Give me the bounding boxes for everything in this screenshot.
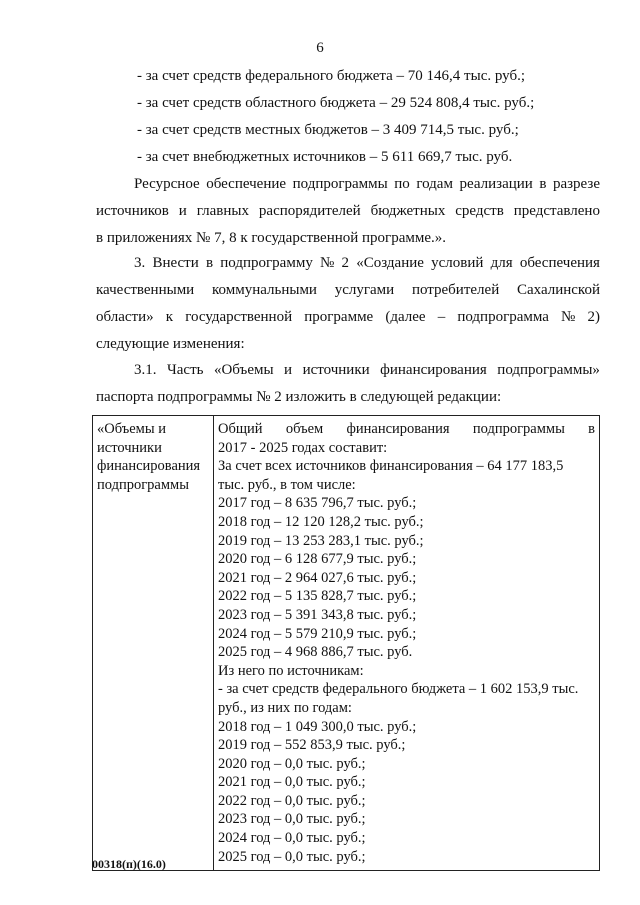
year-total-line: 2023 год – 5 391 343,8 тыс. руб.; [218,606,417,623]
word: – [437,309,446,325]
word: (далее [385,309,426,325]
year-total-line: 2018 год – 12 120 128,2 тыс. руб.; [218,513,424,530]
intro-line: За счет всех источников финансирования – 64 177 183,5 [218,458,564,475]
year-total-line: 2024 год – 5 579 210,9 тыс. руб.; [218,625,417,642]
federal-line: руб., из них по годам: [218,699,352,716]
word: финансирования [380,362,487,378]
word: разрезе [552,176,600,192]
word: источников [96,203,169,219]
word: подпрограммы» [497,362,600,378]
paragraph-line: паспорта подпрограммы № 2 изложить в следующей редакции: [96,389,502,405]
year-total-line: 2025 год – 4 968 886,7 тыс. руб. [218,644,413,661]
label-line: подпрограммы [97,476,189,493]
word: обеспечение [206,176,287,192]
federal-line: - за счет средств федерального бюджета – 1 602 153,9 тыс. [218,681,579,698]
word: «Объемы [213,362,274,378]
funding-line: - за счет средств областного бюджета – 29 524 808,4 тыс. руб.; [137,95,535,111]
intro-line: тыс. руб., в том числе: [218,476,356,493]
year-federal-line: 2021 год – 0,0 тыс. руб.; [218,774,366,791]
word: Общий [218,421,263,437]
word: представлено [513,203,600,219]
year-federal-line: 2019 год – 552 853,9 тыс. руб.; [218,737,406,754]
year-total-line: 2019 год – 13 253 283,1 тыс. руб.; [218,532,424,549]
word: № [320,255,335,271]
sources-heading: Из него по источникам: [218,662,364,679]
word: Сахалинской [516,282,600,298]
label-line: финансирования [97,458,201,475]
word: № [561,309,576,325]
word: 3. [134,255,146,271]
word: коммунальными [211,282,317,298]
year-total-line: 2017 год – 8 635 796,7 тыс. руб.; [218,495,417,512]
word: и [284,362,293,378]
year-total-line: 2020 год – 6 128 677,9 тыс. руб.; [218,551,417,568]
word: подпрограммы [292,176,388,192]
table-row [93,416,600,871]
label-line: «Объемы и [97,421,166,437]
word: области» [96,309,154,325]
word: государственной [185,309,293,325]
word: 2 [341,255,350,271]
word: бюджетных [370,203,446,219]
intro-line [218,420,595,439]
word: средств [455,203,504,219]
word: условий [431,255,484,271]
paragraph-line [96,202,600,220]
year-federal-line: 2023 год – 0,0 тыс. руб.; [218,811,366,828]
word: программе [304,309,374,325]
word: подпрограммы [472,421,565,437]
year-federal-line: 2020 год – 0,0 тыс. руб.; [218,755,366,772]
year-total-line: 2022 год – 5 135 828,7 тыс. руб.; [218,588,417,605]
paragraph-line [96,281,600,299]
year-federal-line: 2018 год – 1 049 300,0 тыс. руб.; [218,718,417,735]
word: объем [285,421,324,437]
passport-table [92,415,600,871]
year-federal-line: 2022 год – 0,0 тыс. руб.; [218,792,366,809]
label-line: источники [97,439,162,456]
word: услугами [334,282,395,298]
paragraph-line [134,254,600,272]
footer-code: 00318(п)(16.0) [92,857,166,871]
word: 3.1. [134,362,157,378]
word: по [394,176,410,192]
word: реализации [459,176,533,192]
word: и [178,203,187,219]
section-label-cell [93,416,214,871]
paragraph-line [134,175,600,193]
word: финансирования [346,421,450,437]
word: в [205,255,214,271]
word: источники [302,362,370,378]
funding-line: - за счет средств местных бюджетов – 3 409 714,5 тыс. руб.; [137,122,519,138]
paragraph-line [134,361,600,379]
year-federal-line: 2025 год – 0,0 тыс. руб.; [218,848,366,865]
word: потребителей [411,282,500,298]
word: годам [416,176,453,192]
funding-line: - за счет средств федерального бюджета – 70 146,4 тыс. руб.; [137,68,526,84]
page-number: 6 [316,40,324,56]
year-federal-line: 2024 год – 0,0 тыс. руб.; [218,830,366,847]
funding-line: - за счет внебюджетных источников – 5 611 669,7 тыс. руб. [137,149,513,165]
paragraph-line: в приложениях № 7, 8 к государственной программе.». [96,230,447,246]
paragraph-line [96,308,600,326]
word: в [588,421,595,437]
word: Ресурсное [134,176,200,192]
word: распорядителей [258,203,361,219]
word: Внести [152,255,199,271]
word: к [165,309,174,325]
year-total-line: 2021 год – 2 964 027,6 тыс. руб.; [218,569,417,586]
word: обеспечения [519,255,600,271]
word: подпрограмма [457,309,549,325]
word: главных [196,203,249,219]
intro-line: 2017 - 2025 годах составит: [218,439,388,456]
word: 2) [587,309,600,325]
funding-details-cell [214,416,600,871]
word: качественными [96,282,195,298]
paragraph-line: следующие изменения: [96,336,245,352]
word: в [539,176,547,192]
word: «Создание [356,255,424,271]
word: подпрограмму [220,255,313,271]
word: Часть [167,362,204,378]
word: для [490,255,513,271]
